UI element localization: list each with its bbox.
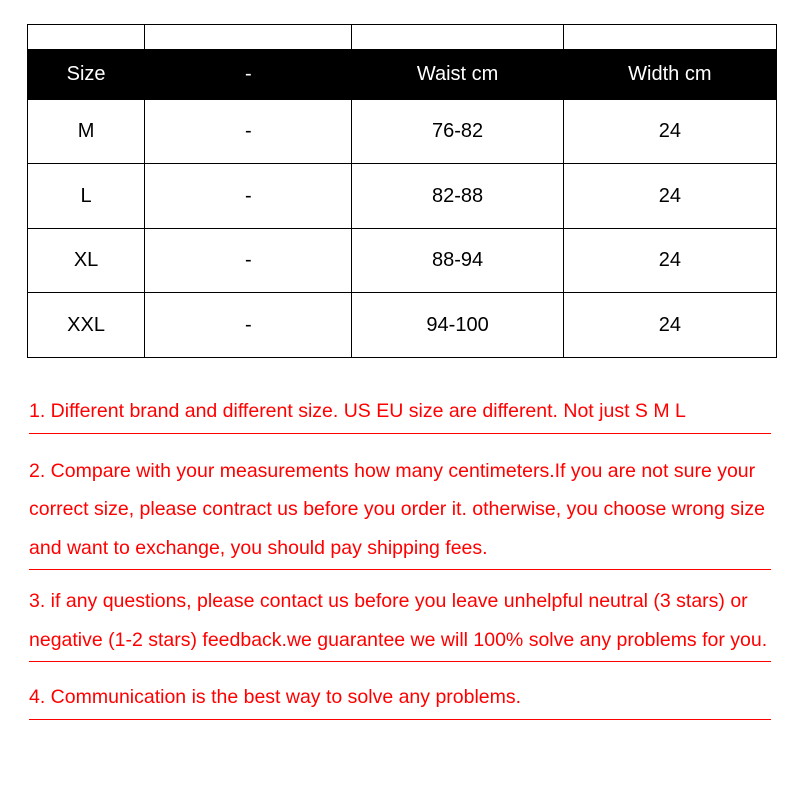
note-1: 1. Different brand and different size. US EU size are different. Not just S M L xyxy=(29,392,771,434)
cell-size: M xyxy=(28,99,145,164)
strip-cell xyxy=(145,25,352,50)
cell-width: 24 xyxy=(563,228,776,293)
strip-cell xyxy=(28,25,145,50)
cell-waist: 82-88 xyxy=(352,164,563,229)
strip-cell xyxy=(563,25,776,50)
cell-dash: - xyxy=(145,293,352,358)
note-2: 2. Compare with your measurements how many centimeters.If you are not sure your correct size, please contract us before you order it. otherwise, you choose wrong size and want to exchange, you should pay shipping fees. xyxy=(29,452,771,571)
strip-cell xyxy=(352,25,563,50)
cell-waist: 88-94 xyxy=(352,228,563,293)
cell-size: XXL xyxy=(28,293,145,358)
header-dash: - xyxy=(145,50,352,99)
table-header-row xyxy=(28,50,777,99)
note-3: 3. if any questions, please contact us before you leave unhelpful neutral (3 stars) or negative (1-2 stars) feedback.we guarantee we will 100% solve any problems for you. xyxy=(29,582,771,662)
header-size: Size xyxy=(28,50,145,99)
cell-waist: 94-100 xyxy=(352,293,563,358)
cell-width: 24 xyxy=(563,164,776,229)
header-width: Width cm xyxy=(563,50,776,99)
table-top-strip xyxy=(28,25,777,50)
table-row xyxy=(28,228,777,293)
cell-dash: - xyxy=(145,99,352,164)
table-row xyxy=(28,99,777,164)
size-chart-table xyxy=(27,24,777,358)
table-row xyxy=(28,293,777,358)
table-row xyxy=(28,164,777,229)
header-waist: Waist cm xyxy=(352,50,563,99)
cell-size: L xyxy=(28,164,145,229)
cell-dash: - xyxy=(145,228,352,293)
cell-size: XL xyxy=(28,228,145,293)
cell-width: 24 xyxy=(563,293,776,358)
cell-dash: - xyxy=(145,164,352,229)
cell-width: 24 xyxy=(563,99,776,164)
size-notes xyxy=(29,392,771,734)
note-4: 4. Communication is the best way to solve any problems. xyxy=(29,678,771,720)
cell-waist: 76-82 xyxy=(352,99,563,164)
